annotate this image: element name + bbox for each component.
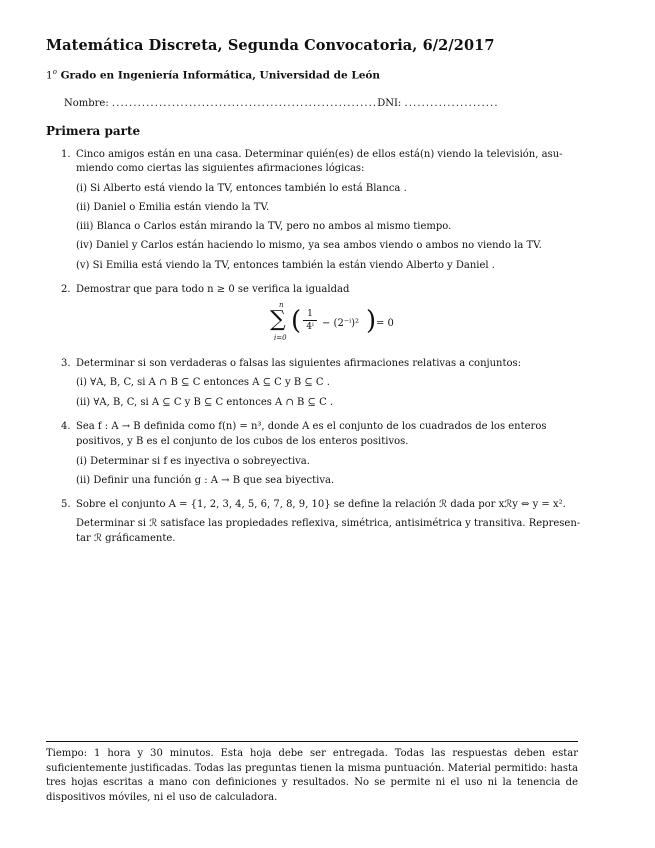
q1-item-4: (iv) Daniel y Carlos están haciendo lo mismo, ya sea ambos viendo o ambos no viendo la TV. [76,240,542,251]
course-ordinal: 1 [46,69,53,82]
course-line [46,68,380,82]
q5-number: 5. [61,499,71,510]
q1-line1: Cinco amigos están en una casa. Determinar quién(es) de ellos está(n) viendo la televisión, asu- [76,149,563,160]
name-dni-line [64,98,499,109]
q1-item-3: (iii) Blanca o Carlos están mirando la TV, pero no ambos al mismo tiempo. [76,221,452,232]
sum-rest: − (2⁻ⁱ)² [322,318,360,329]
fraction-numerator: 1 [307,309,313,319]
section-title: Primera parte [46,124,141,138]
q1-line2: miendo como ciertas las siguientes afirmaciones lógicas: [76,163,365,174]
fraction [303,309,317,332]
dni-field: ...................... [404,98,499,109]
course-name: Grado en Ingeniería Informática, Universidad de León [60,69,381,82]
q2-number: 2. [61,284,71,295]
q2-text: Demostrar que para todo n ≥ 0 se verifica la igualdad [76,284,350,295]
q4-line1: Sea f : A → B definida como f(n) = n³, donde A es el conjunto de los cuadrados de los enteros [76,421,547,432]
footer-divider [46,741,578,742]
fraction-bar [303,320,317,321]
q1-number: 1. [61,149,71,160]
q1-item-2: (ii) Daniel o Emilia están viendo la TV. [76,202,270,213]
sum-equals: = 0 [376,318,394,329]
paren-open: ( [291,306,302,336]
q1-item-1: (i) Si Alberto está viendo la TV, entonces también lo está Blanca . [76,183,407,194]
exam-title: Matemática Discreta, Segunda Convocatoria, 6/2/2017 [46,37,495,54]
q5-line1: Sobre el conjunto A = {1, 2, 3, 4, 5, 6, 7, 8, 9, 10} se define la relación ℛ dada por xℛy ⇔ y = x². [76,499,566,510]
name-field: .............................................................. [111,98,378,109]
q3-item-1: (i) ∀A, B, C, si A ∩ B ⊆ C entonces A ⊆ C y B ⊆ C . [76,377,330,388]
paren-close: ) [366,306,377,336]
name-label: Nombre: [64,98,109,109]
dni-label: DNI: [377,98,402,109]
q1-item-5: (v) Si Emilia está viendo la TV, entonces también la están viendo Alberto y Daniel . [76,260,495,271]
q4-line2: positivos, y B es el conjunto de los cubos de los enteros positivos. [76,436,409,447]
sum-upper-limit: n [279,301,284,309]
q5-line3: tar ℛ gráficamente. [76,533,176,544]
footer-instructions: Tiempo: 1 hora y 30 minutos. Esta hoja debe ser entregada. Todas las respuestas deben estar suficientemente justificadas. Todas las preguntas tienen la misma puntuación. Material permitido: hasta tres hojas escritas a mano con definiciones y resultados. No se permite ni el uso ni la tenencia de dispositivos móviles, ni el uso de calculadora. [46,748,578,803]
sum-lower-limit: i=0 [274,334,287,342]
q4-item-2: (ii) Definir una función g : A → B que sea biyectiva. [76,475,335,486]
q5-line2: Determinar si ℛ satisface las propiedades reflexiva, simétrica, antisimétrica y transitiva. Represen- [76,518,581,529]
course-ordinal-sup: o [52,68,57,76]
q3-number: 3. [61,358,71,369]
sigma-symbol: ∑ [270,307,286,332]
fraction-denominator: 4ⁱ [306,322,314,332]
q3-item-2: (ii) ∀A, B, C, si A ⊆ C y B ⊆ C entonces A ∩ B ⊆ C . [76,397,334,408]
q4-number: 4. [61,421,71,432]
summation-equation [264,301,404,347]
q3-text: Determinar si son verdaderas o falsas las siguientes afirmaciones relativas a conjuntos: [76,358,522,369]
q4-item-1: (i) Determinar si f es inyectiva o sobreyectiva. [76,456,310,467]
